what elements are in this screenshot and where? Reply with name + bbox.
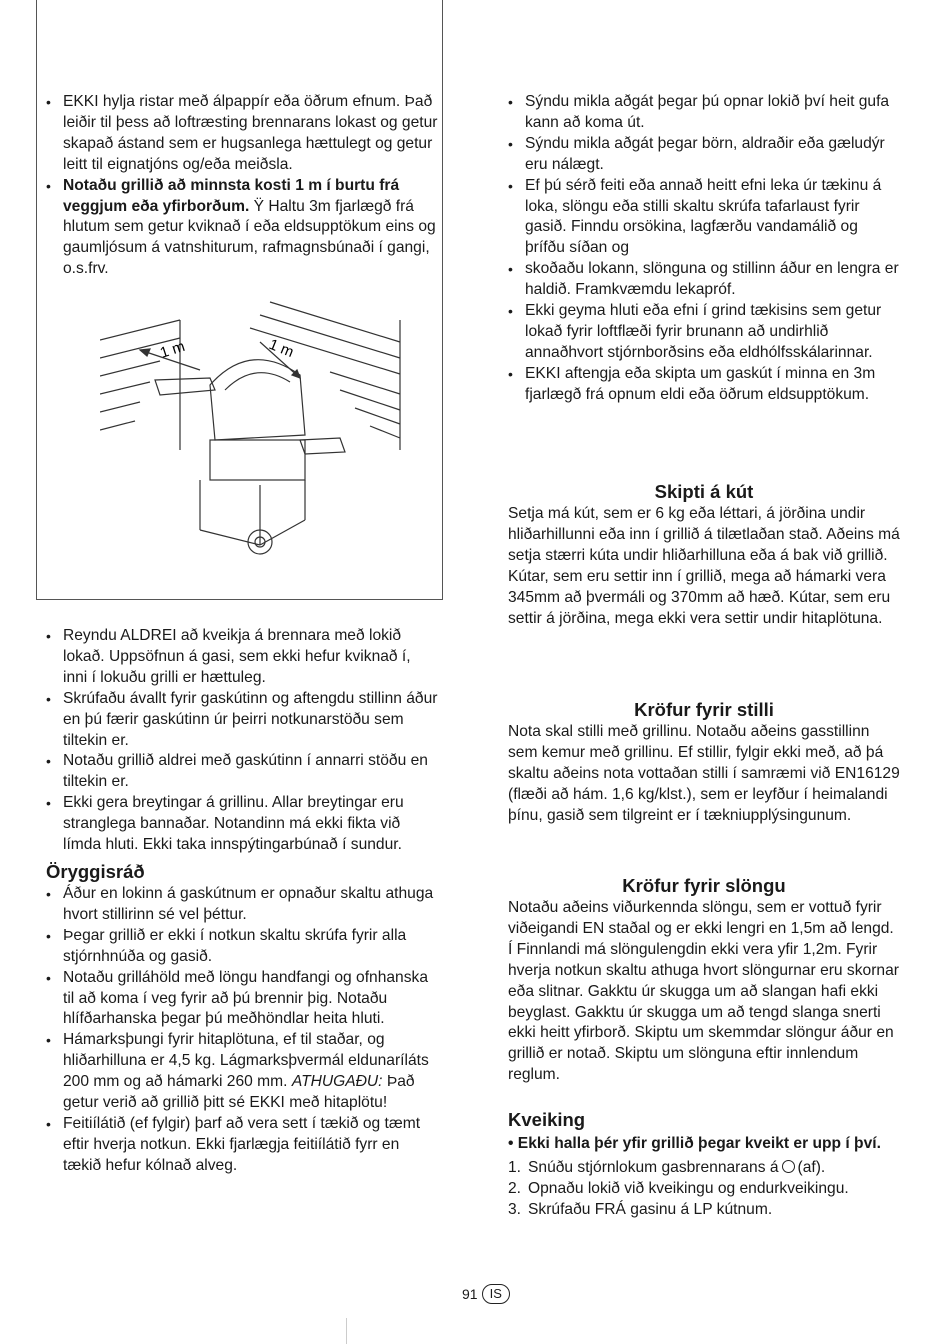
left-top-section <box>46 92 438 280</box>
cylinder-section <box>508 480 900 629</box>
ignition-step: 1. Snúðu stjórnlokum gasbrennarans á (af). <box>508 1158 826 1176</box>
list-item: • Ekki gera breytingar á grillinu. Allar breytingar eru stranglega bannaðar. Notandinn má ekki fikta við límda hluti. Ekki taka innspýtingarbúnað í sundur. <box>46 793 438 856</box>
hose-text: Notaðu aðeins viðurkennda slöngu, sem er vottuð fyrir viðeigandi EN staðal og er ekki lengri en 1,5m að lengd. Í Finnlandi má slöngulengdin ekki vera yfir 1,2m. Fyrir hverja notkun skaltu athuga hvort slöngurnar eru skornar eða slitnar. Gakktu úr skugga um að slangan hafi ekki beyglast. Gakktu úr skugga um að tengd slanga snerti ekki heitt yfirborð. Skiptu um skemmdar slöngur áður en grillið er notað. Skiptu um slönguna eftir innlendum reglum. <box>508 899 899 1084</box>
list-item: • Reyndu ALDREI að kveikja á brennara með lokið lokað. Uppsöfnun á gasi, sem ekki hefur kviknað í, inni í lokuðu grilli er hættuleg. <box>46 626 438 689</box>
ignition-warning: • Ekki halla þér yfir grillið þegar kveikt er upp í því. <box>508 1135 881 1152</box>
frame-line <box>442 0 443 600</box>
clearance-label-left: 1 m <box>157 337 188 362</box>
list-item: • Ef þú sérð feiti eða annað heitt efni leka úr tækinu á loka, slöngu eða stilli skaltu skrúfa tafarlaust fyrir gasið. Finndu orsökina, lagfærðu vandamálið og þrífðu síðan og <box>508 176 900 260</box>
language-badge: IS <box>482 1284 510 1304</box>
cylinder-heading: Skipti á kút <box>654 481 754 502</box>
list-item: • Sýndu mikla aðgát þegar þú opnar lokið því heit gufa kann að koma út. <box>508 92 900 134</box>
regulator-section <box>508 698 900 827</box>
regulator-text: Nota skal stilli með grillinu. Notaðu aðeins gasstillinn sem kemur með grillinu. Ef stillir, fylgir ekki með, að þá skaltu aðeins nota vottaðan stilli í samræmi við EN16129 (flæði að hám. 1,6 kg/klst.), sem er leyfður í heimalandi þínu, gasið sem tilgreint er í tækniupplýsingunum. <box>508 723 900 824</box>
list-item: • Skrúfaðu ávallt fyrir gaskútinn og aftengdu stillinn áður en þú færir gaskútinn úr þeirri notkunarstöðu sem tiltekin er. <box>46 689 438 752</box>
clearance-label-right: 1 m <box>266 335 297 362</box>
list-item: • Notaðu grillið að minnsta kosti 1 m í burtu frá veggjum eða yfirborðum. Ÿ Haltu 3m fjarlægð frá hlutum sem getur kviknað í eða eldsupptökum eins og gaumljósum á vatnshiturum, rafmagnsbúnaði í gangi, o.s.frv. <box>46 176 438 281</box>
list-item: • Ekki geyma hluti eða efni í grind tækisins sem getur lokað fyrir loftflæði fyrir brunann að undirhlið annaðhvort stjórnborðsins eða eldhólfsskálarinnar. <box>508 301 900 364</box>
safety-heading: Öryggisráð <box>46 860 145 882</box>
ignition-section <box>508 1108 900 1221</box>
list-item: • Áður en lokinn á gaskútnum er opnaður skaltu athuga hvort stillirinn sé vel þéttur. <box>46 884 438 926</box>
page-footer <box>462 1284 510 1304</box>
left-bottom-section <box>46 626 438 1177</box>
grill-clearance-illustration <box>100 300 410 562</box>
regulator-heading: Kröfur fyrir stilli <box>634 699 774 720</box>
right-top-section <box>508 92 900 406</box>
ignition-step: 2. Opnaðu lokið við kveikingu og endurkveikingu. <box>508 1179 849 1197</box>
list-item: • Notaðu grillið aldrei með gaskútinn í annarri stöðu en tiltekin er. <box>46 751 438 793</box>
list-item: • Notaðu grilláhöld með löngu handfangi og ofnhanska til að koma í veg fyrir að þú brennir þig. Notaðu hlífðarhanska þegar þú meðhöndlar heita hluti. <box>46 968 438 1031</box>
hose-section <box>508 874 900 1086</box>
list-item: • Þegar grillið er ekki í notkun skaltu skrúfa fyrir alla stjórnhnúða og gasið. <box>46 926 438 968</box>
ignition-heading: Kveiking <box>508 1109 586 1130</box>
list-item: • EKKI aftengja eða skipta um gaskút í minna en 3m fjarlægð frá opnum eldi eða öðrum eldsupptökum. <box>508 364 900 406</box>
list-item: • Hámarksþungi fyrir hitaplötuna, ef til staðar, og hliðarhilluna er 4,5 kg. Lágmarksþvermál eldunaríláts 200 mm og að hámarki 260 mm. ATHUGAÐU: Það getur verið að grillið þitt sé EKKI með hitaplötu! <box>46 1030 438 1114</box>
hose-heading: Kröfur fyrir slöngu <box>622 875 786 896</box>
off-circle-icon <box>782 1160 795 1173</box>
frame-line <box>36 0 37 600</box>
cylinder-text: Setja má kút, sem er 6 kg eða léttari, á jörðina undir hliðarhillunni eða inn í grillið á tilætlaðan stað. Aðeins má setja stærri kúta undir hliðarhilluna eða á bak við grillið. Kútar, sem eru settir inn í grillið, mega að hámarki vera 345mm að þvermáli og 370mm að hæð. Kútar, sem eru settir á jörðina, mega ekki vera settir undir hitaplötuna. <box>508 505 900 627</box>
list-item: • EKKI hylja ristar með álpappír eða öðrum efnum. Það leiðir til þess að loftræsting brennarans lokast og getur skapað ástand sem er hugsanlega hættulegt og getur leitt til eignatjóns og/eða meiðsla. <box>46 92 438 176</box>
list-item: • Sýndu mikla aðgát þegar börn, aldraðir eða gæludýr eru nálægt. <box>508 134 900 176</box>
ignition-step: 3. Skrúfaðu FRÁ gasinu á LP kútnum. <box>508 1200 773 1218</box>
list-item: • skoðaðu lokann, slönguna og stillinn áður en lengra er haldið. Framkvæmdu lekapróf. <box>508 259 900 301</box>
list-item: • Feitiílátið (ef fylgir) þarf að vera sett í tækið og tæmt eftir hverja notkun. Ekki fjarlægja feitiílátið fyrr en tækið hefur kólnað alveg. <box>46 1114 438 1177</box>
crop-mark <box>346 1318 347 1344</box>
frame-line <box>36 599 443 600</box>
page-number: 91 <box>462 1286 478 1302</box>
